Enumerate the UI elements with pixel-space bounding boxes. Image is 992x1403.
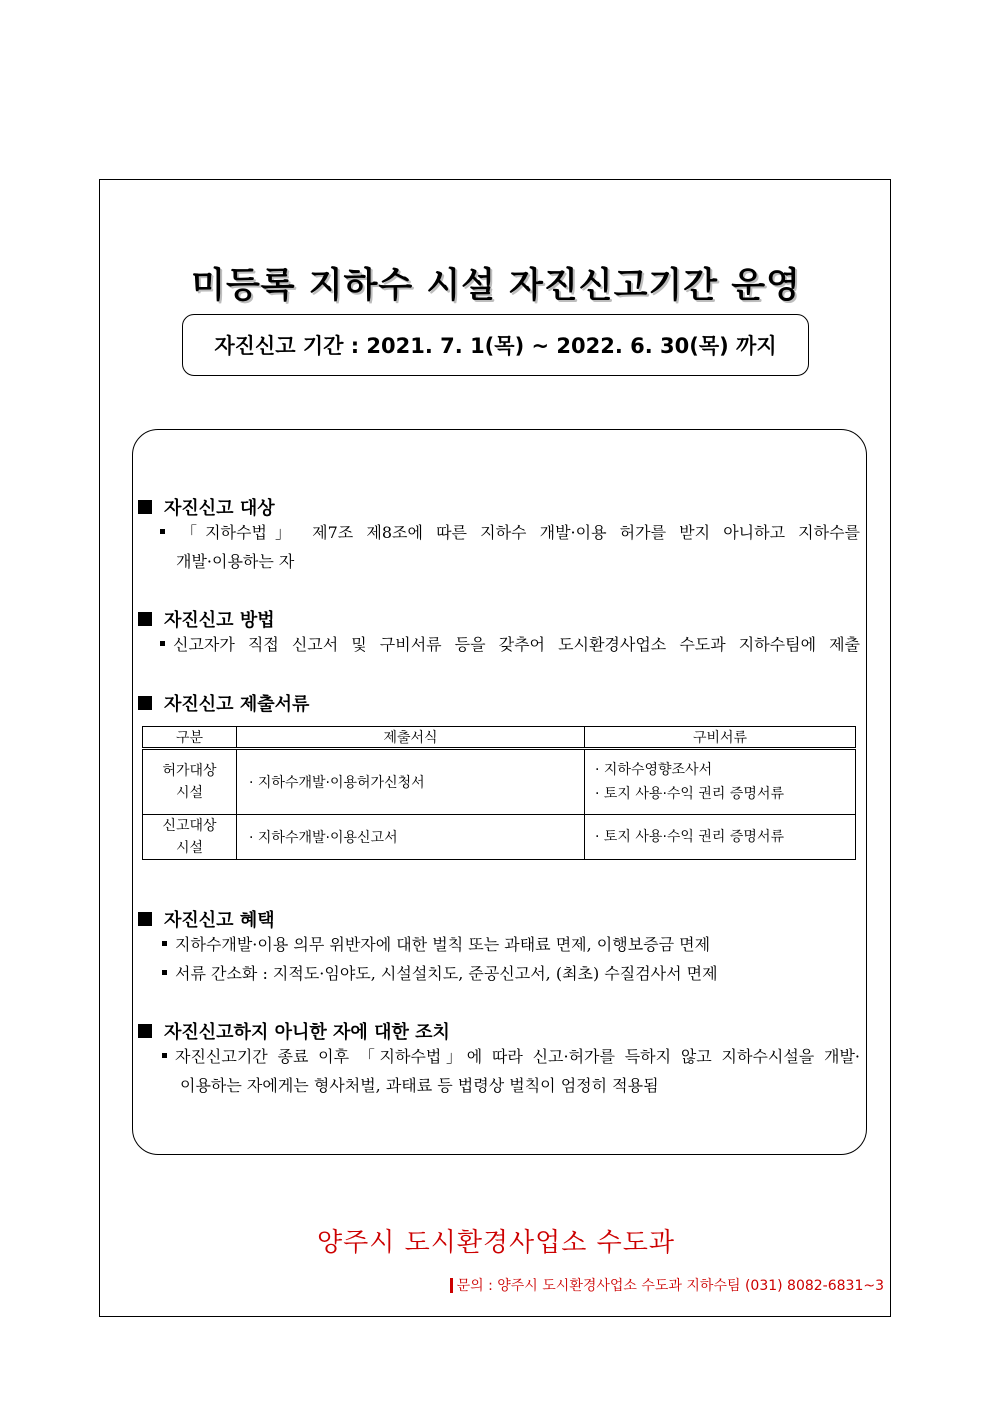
heading-text: 자진신고하지 아니한 자에 대한 조치 (164, 1022, 450, 1043)
target-paragraph (160, 518, 860, 576)
category-line-2: 시설 (175, 840, 204, 856)
required-item-1: · 토지 사용·수익 권리 증명서류 (595, 829, 784, 845)
heading-text: 자진신고 제출서류 (164, 694, 310, 715)
category-line-1: 허가대상 (162, 763, 217, 779)
table-row (143, 815, 856, 860)
row-required (585, 749, 856, 815)
section-heading-target (138, 494, 275, 520)
contact-text: 문의 : 양주시 도시환경사업소 수도과 지하수팀 (031) 8082-6831~3 (456, 1278, 884, 1294)
benefit-line-2-text: 서류 간소화 : 지적도·임야도, 시설설치도, 준공신고서, (최초) 수질검사서 면제 (175, 964, 718, 983)
benefit-line-1-text: 지하수개발·이용 의무 위반자에 대한 벌칙 또는 과태료 면제, 이행보증금 면제 (175, 935, 711, 954)
square-bullet-icon (138, 696, 152, 710)
method-line-1-text: 신고자가 직접 신고서 및 구비서류 등을 갖추어 도시환경사업소 수도과 지하수팀에 제출 (173, 635, 860, 654)
bullet-icon (162, 970, 167, 975)
table-row (143, 749, 856, 815)
section-heading-benefit (138, 906, 275, 932)
row-category (143, 815, 237, 860)
page-title: 미등록 지하수 시설 자진신고기간 운영 (191, 266, 801, 306)
bullet-icon (160, 641, 165, 646)
bullet-icon (162, 941, 167, 946)
row-form: · 지하수개발·이용허가신청서 (237, 749, 585, 815)
measure-line-1 (162, 1042, 860, 1071)
measure-line-2: 이용하는 자에게는 형사처벌, 과태료 등 법령상 벌칙이 엄정히 적용됨 (180, 1076, 659, 1095)
row-required (585, 815, 856, 860)
header-category: 구분 (143, 727, 237, 749)
organization-name: 양주시 도시환경사업소 수도과 (316, 1228, 676, 1258)
square-bullet-icon (138, 500, 152, 514)
square-bullet-icon (138, 912, 152, 926)
documents-table (142, 726, 856, 860)
heading-text: 자진신고 혜택 (164, 910, 275, 931)
heading-text: 자진신고 대상 (164, 498, 275, 519)
row-category (143, 749, 237, 815)
target-line-1-text: 「지하수법」 제7조 제8조에 따른 지하수 개발·이용 허가를 받지 아니하고 지하수를 (173, 523, 860, 542)
red-bar-icon (450, 1278, 453, 1293)
header-required: 구비서류 (585, 727, 856, 749)
contact-line (450, 1275, 884, 1295)
square-bullet-icon (138, 612, 152, 626)
target-line-1 (160, 518, 860, 547)
section-heading-documents (138, 690, 309, 716)
bullet-icon (162, 1053, 167, 1058)
benefit-line-1 (162, 930, 862, 959)
section-heading-method (138, 606, 275, 632)
benefit-paragraph (162, 930, 862, 988)
measure-paragraph (162, 1042, 860, 1100)
method-line-1 (160, 630, 860, 659)
measure-line-1-text: 자진신고기간 종료 이후 「지하수법」에 따라 신고·허가를 득하지 않고 지하수시설을 개발· (175, 1047, 860, 1066)
bullet-icon (160, 529, 165, 534)
target-line-2: 개발·이용하는 자 (176, 552, 295, 571)
square-bullet-icon (138, 1024, 152, 1038)
section-heading-measure (138, 1018, 450, 1044)
header-form: 제출서식 (237, 727, 585, 749)
required-item-2: · 토지 사용·수익 권리 증명서류 (595, 786, 784, 802)
heading-text: 자진신고 방법 (164, 610, 275, 631)
required-item-1: · 지하수영향조사서 (595, 762, 713, 778)
table-header-row (143, 727, 856, 749)
category-line-1: 신고대상 (162, 818, 217, 834)
period-box (182, 314, 809, 376)
benefit-line-2 (162, 959, 862, 988)
period-text: 자진신고 기간 : 2021. 7. 1(목) ~ 2022. 6. 30(목) 까지 (214, 334, 777, 358)
method-paragraph (160, 630, 860, 659)
category-line-2: 시설 (175, 785, 204, 801)
row-form: · 지하수개발·이용신고서 (237, 815, 585, 860)
